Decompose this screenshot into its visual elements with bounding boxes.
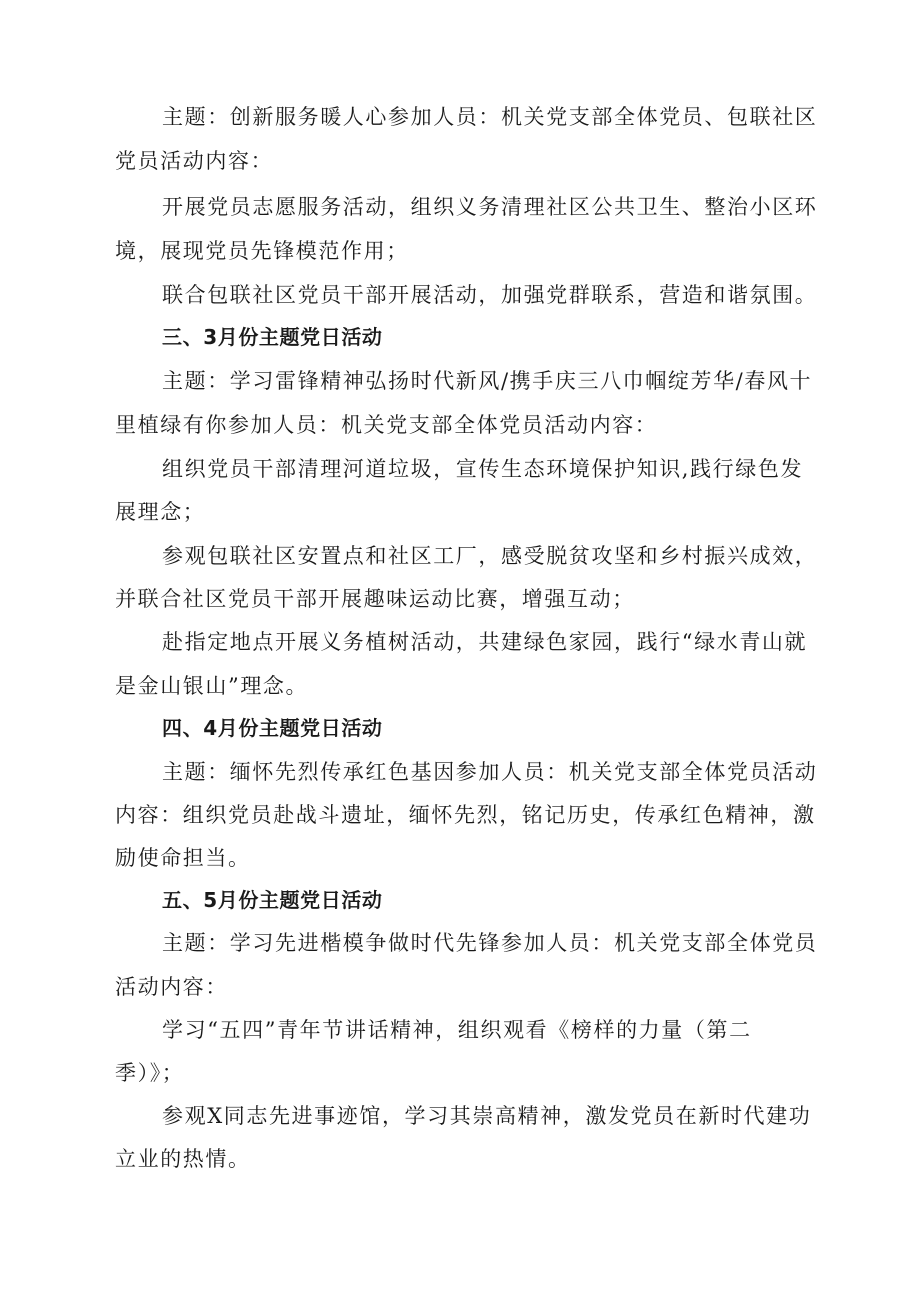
section2-item1-line2: 境，展现党员先锋模范作用；: [115, 239, 409, 263]
section3-item3-line1: 赴指定地点开展义务植树活动，共建绿色家园，践行“绿水青山就: [162, 630, 808, 654]
section2-item1-line1: 开展党员志愿服务活动，组织义务清理社区公共卫生、整治小区环: [162, 195, 818, 219]
section5-item1-line1: 学习“五四”青年节讲话精神，组织观看《榜样的力量（第二: [162, 1018, 752, 1042]
section2-theme-line1: 主题：创新服务暖人心参加人员：机关党支部全体党员、包联社区: [162, 105, 818, 129]
section3-item1-line2: 展理念；: [115, 500, 206, 524]
section3-heading: 三、3月份主题党日活动: [162, 325, 383, 349]
section4-theme-line2: 内容：组织党员赴战斗遗址，缅怀先烈，铭记历史，传承红色精神，激: [115, 803, 816, 827]
section5-item2-line2: 立业的热情。: [115, 1147, 251, 1171]
section5-item2-line1: 参观X同志先进事迹馆，学习其崇高精神，激发党员在新时代建功: [162, 1104, 812, 1128]
section2-theme-line2: 党员活动内容：: [115, 149, 274, 173]
section4-theme-line3: 励使命担当。: [115, 846, 251, 870]
section3-theme-line1: 主题：学习雷锋精神弘扬时代新风/携手庆三八巾帼绽芳华/春风十: [162, 369, 813, 393]
section5-theme-line2: 活动内容：: [115, 975, 228, 999]
section4-heading: 四、4月份主题党日活动: [162, 716, 383, 740]
section2-item2-line1: 联合包联社区党员干部开展活动，加强党群联系，营造和谐氛围。: [162, 283, 818, 307]
section3-theme-line2: 里植绿有你参加人员：机关党支部全体党员活动内容：: [115, 413, 658, 437]
section3-item1-line1: 组织党员干部清理河道垃圾，宣传生态环境保护知识,践行绿色发: [162, 457, 804, 481]
section5-heading: 五、5月份主题党日活动: [162, 888, 383, 912]
section5-theme-line1: 主题：学习先进楷模争做时代先锋参加人员：机关党支部全体党员: [162, 931, 818, 955]
section3-item2-line1: 参观包联社区安置点和社区工厂，感受脱贫攻坚和乡村振兴成效，: [162, 544, 818, 568]
section4-theme-line1: 主题：缅怀先烈传承红色基因参加人员：机关党支部全体党员活动: [162, 760, 818, 784]
section5-item1-line2: 季）》；: [115, 1061, 185, 1085]
section3-item2-line2: 并联合社区党员干部开展趣味运动比赛，增强互动；: [115, 587, 635, 611]
section3-item3-line2: 是金山银山”理念。: [115, 674, 309, 698]
